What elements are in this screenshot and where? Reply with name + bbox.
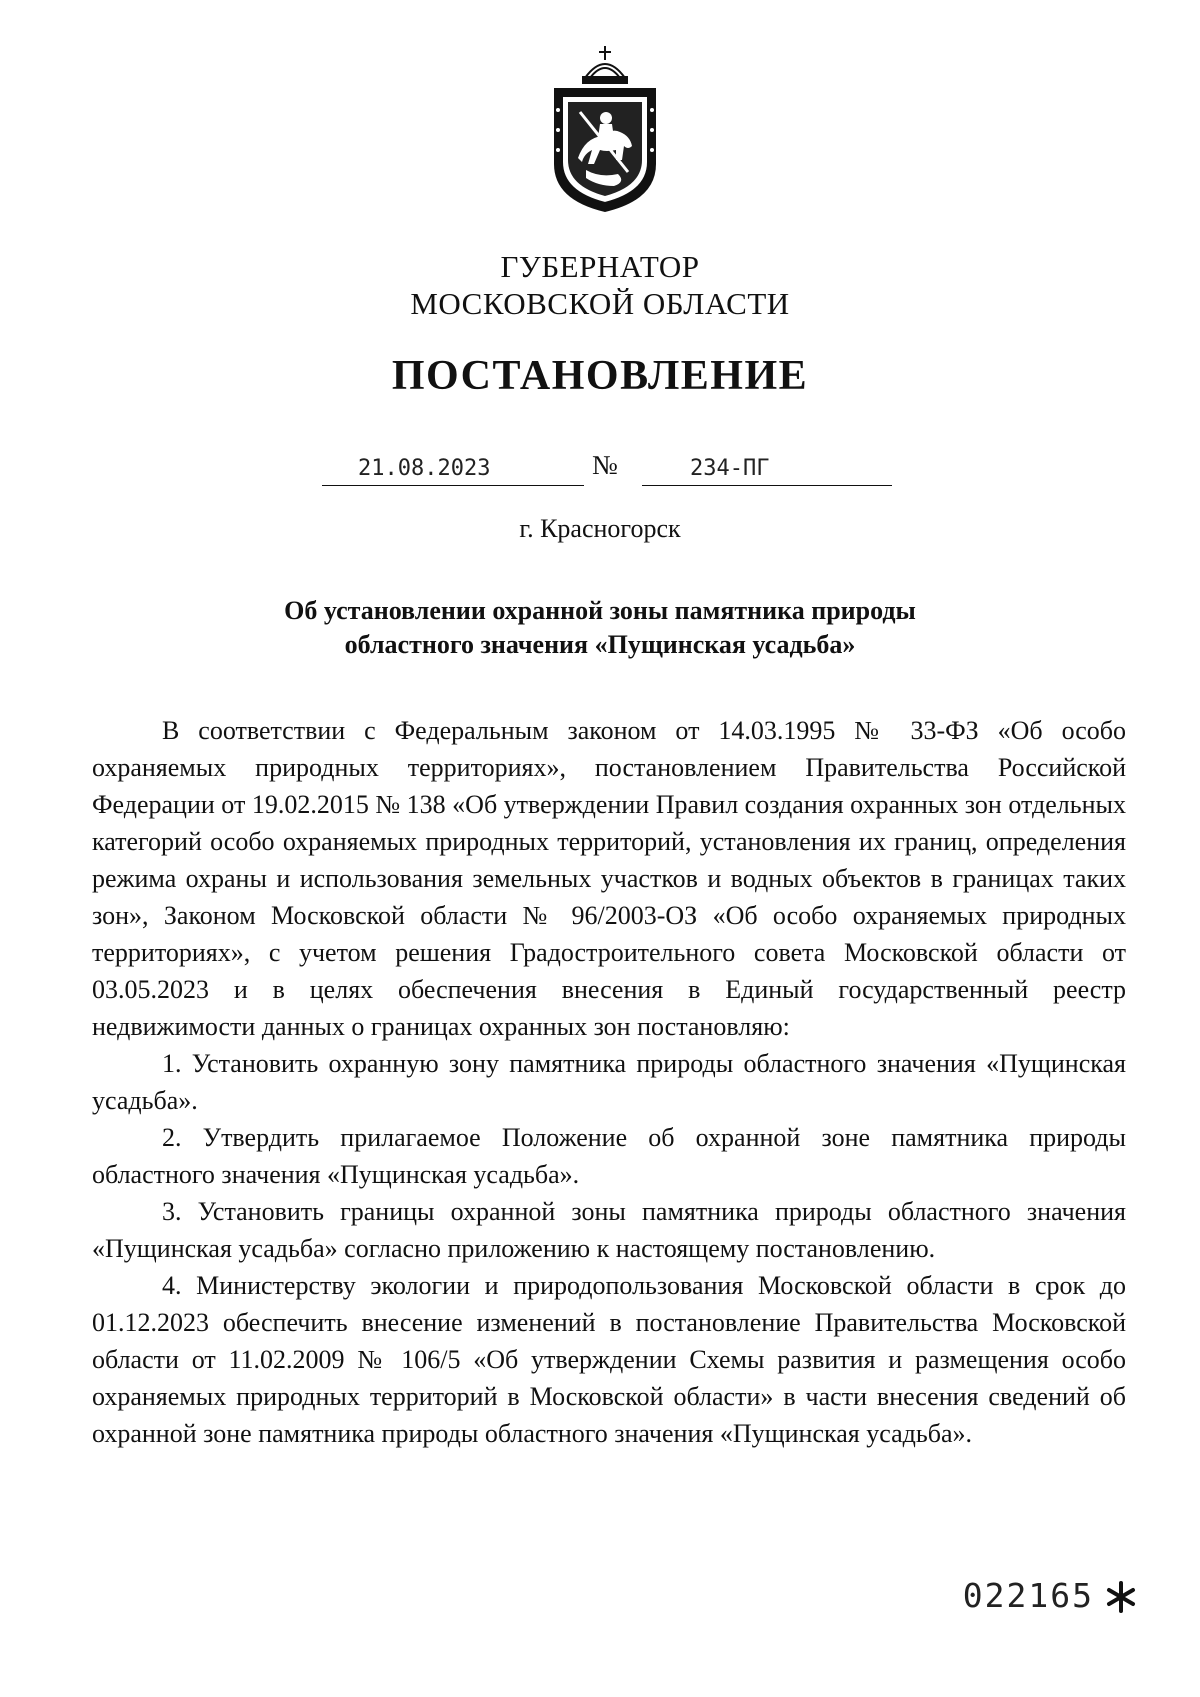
subject-line-2: областного значения «Пущинская усадьба» [344, 630, 856, 659]
clause-paragraph: 2. Утвердить прилагаемое Положение об охранной зоне памятника природы областного значения «Пущинская усадьба». [92, 1123, 1126, 1189]
registration-number: 234-ПГ [642, 456, 892, 486]
authority-line-1: ГУБЕРНАТОР [500, 249, 700, 284]
issue-city: г. Красногорск [519, 514, 681, 543]
issuing-authority [0, 248, 1200, 322]
authority-line-2: МОСКОВСКОЙ ОБЛАСТИ [410, 286, 790, 321]
clause-paragraph: 4. Министерству экологии и природопользования Московской области в срок до 01.12.2023 обеспечить внесение изменений в постановление Правительства Московской области от 11.02.2009 № 106/5 «Об утверждении Схемы развития и размещения особо охраняемых природных территорий в Московской области» в части внесения сведений об охранной зоне памятника природы областного значения «Пущинская усадьба». [92, 1271, 1126, 1448]
subject-line-1: Об установлении охранной зоны памятника природы [284, 596, 916, 625]
clause-paragraph: 1. Установить охранную зону памятника природы областного значения «Пущинская усадьба». [92, 1049, 1126, 1115]
document-type-title: ПОСТАНОВЛЕНИЕ [391, 353, 809, 399]
document-body [92, 712, 1126, 1452]
moscow-oblast-coat-of-arms-icon [540, 40, 670, 218]
registration-date: 21.08.2023 [322, 456, 584, 486]
clause-paragraph: 3. Установить границы охранной зоны памятника природы областного значения «Пущинская усадьба» согласно приложению к настоящему постановлению. [92, 1197, 1126, 1263]
document-serial-number: 022165 [962, 1576, 1094, 1615]
document-subject [0, 594, 1200, 662]
registration-number-label: № [592, 450, 618, 480]
preamble-paragraph: В соответствии с Федеральным законом от 14.03.1995 № 33-ФЗ «Об особо охраняемых природных территориях», постановлением Правительства Российской Федерации от 19.02.2015 № 138 «Об утверждении Правил создания охранных зон отдельных категорий особо охраняемых природных территорий, установления их границ, определения режима охраны и использования земельных участков и водных объектов в границах таких зон», Законом Московской области № 96/2003-ОЗ «Об особо охраняемых природных территориях», с учетом решения Градостроительного совета Московской области от 03.05.2023 и в целях обеспечения внесения в Единый государственный реестр недвижимости данных о границах охранных зон постановляю: [92, 716, 1126, 1041]
asterisk-icon [1104, 1580, 1138, 1614]
